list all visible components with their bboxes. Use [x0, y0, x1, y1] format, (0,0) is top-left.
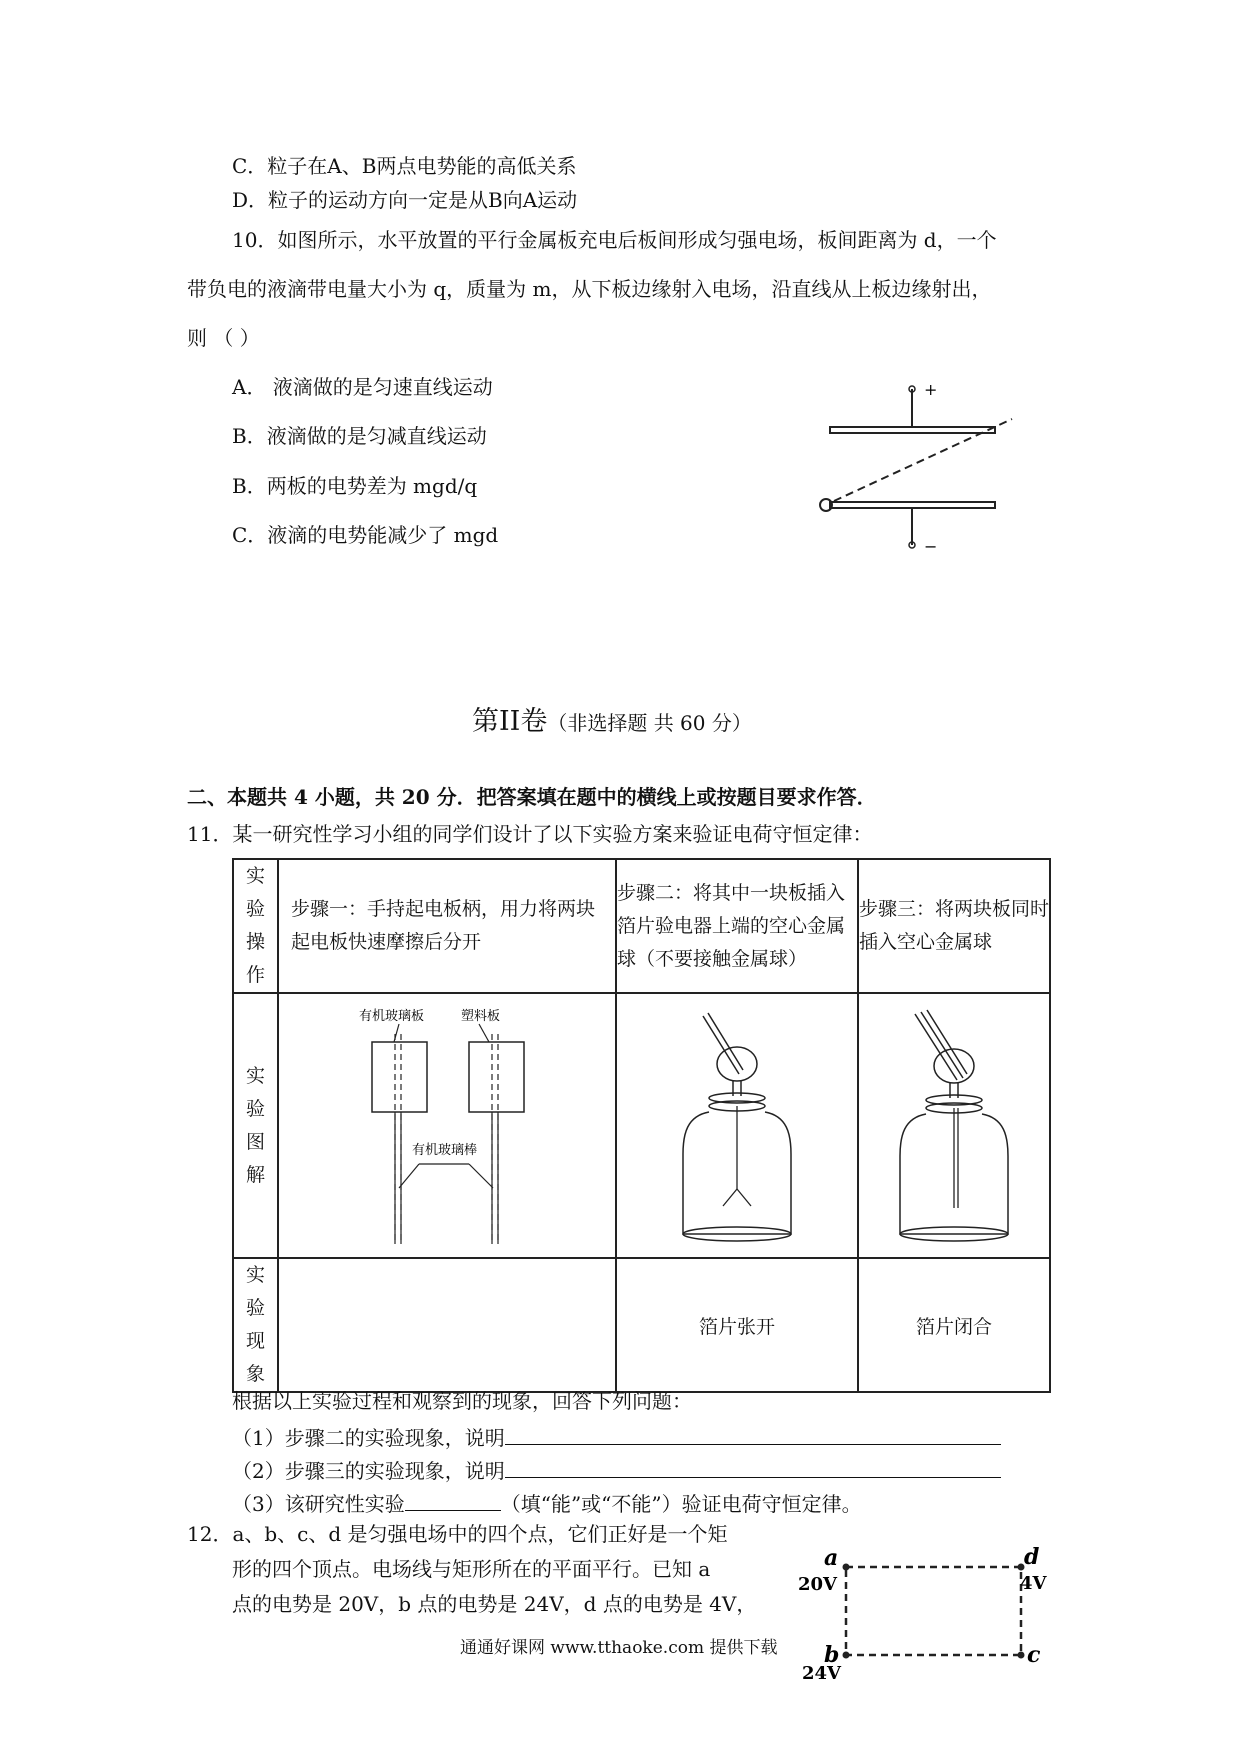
answer-blank-1[interactable] — [505, 1422, 1001, 1445]
step3-phenomenon: 箔片闭合 — [858, 1258, 1050, 1392]
q10-stem-line2: 带负电的液滴带电量大小为 q，质量为 m，从下板边缘射入电场，沿直线从上板边缘射出， — [187, 277, 992, 301]
experiment-table — [232, 858, 1051, 1393]
lower-plate — [830, 502, 995, 508]
q10-option-c: C．液滴的电势能减少了 mgd — [232, 523, 499, 547]
droplet-path — [834, 419, 1012, 501]
q11-sub2 — [232, 1455, 1001, 1483]
row-header-diagram: 实验图解 — [233, 993, 278, 1258]
section-title-sub: （非选择题 共 60 分） — [547, 711, 752, 735]
vertex-c-label: c — [1027, 1642, 1041, 1668]
q10-stem-line3: 则 （ ） — [187, 326, 260, 350]
electroscope-one-board-diagram — [617, 994, 857, 1252]
step2-phenomenon: 箔片张开 — [616, 1258, 858, 1392]
q10-option-a: A． 液滴做的是匀速直线运动 — [232, 375, 493, 399]
table-row-phenomenon — [233, 1258, 1050, 1392]
step3-text: 步骤三：将两块板同时插入空心金属球 — [858, 859, 1050, 993]
minus-label: − — [924, 537, 938, 555]
plastic-board-label: 塑料板 — [461, 1009, 501, 1024]
q10-option-b1: B．液滴做的是匀减直线运动 — [232, 424, 487, 448]
step1-phenomenon — [278, 1258, 616, 1392]
plus-label: + — [924, 380, 938, 399]
plexi-board — [372, 1042, 427, 1112]
row-header-operation: 实验操作 — [233, 859, 278, 993]
vertex-d-label: d — [1024, 1545, 1040, 1570]
row-header-phenomenon: 实验现象 — [233, 1258, 278, 1392]
section-title-main: 第II卷 — [472, 706, 548, 737]
capacitor-figure — [800, 375, 1030, 555]
q9-option-c: C．粒子在A、B两点电势能的高低关系 — [232, 154, 577, 178]
plexi-rod-label: 有机玻璃棒 — [412, 1143, 478, 1158]
step3-diagram-cell — [858, 993, 1050, 1258]
step1-diagram-cell — [278, 993, 616, 1258]
section-title — [472, 706, 752, 738]
q11-sub3-text-a: （3）该研究性实验 — [232, 1492, 405, 1516]
step1-text: 步骤一：手持起电板柄，用力将两块起电板快速摩擦后分开 — [278, 859, 616, 993]
q11-sub3 — [232, 1488, 862, 1516]
table-row-diagram — [233, 993, 1050, 1258]
q9-option-d: D．粒子的运动方向一定是从B向A运动 — [232, 188, 578, 212]
q11-sub1-text: （1）步骤二的实验现象，说明 — [232, 1426, 505, 1450]
q11-stem: 11．某一研究性学习小组的同学们设计了以下实验方案来验证电荷守恒定律： — [187, 822, 873, 846]
answer-blank-3[interactable] — [405, 1488, 501, 1511]
answer-blank-2[interactable] — [505, 1455, 1001, 1478]
q12-stem-line2: 形的四个顶点。电场线与矩形所在的平面平行。已知 a — [232, 1557, 711, 1581]
vertex-a-label: a — [824, 1545, 839, 1571]
plexi-board-label: 有机玻璃板 — [359, 1009, 425, 1024]
potential-a-label: 20V — [798, 1574, 838, 1595]
part2-header: 二、本题共 4 小题，共 20 分．把答案填在题中的横线上或按题目要求作答． — [187, 785, 877, 809]
q11-sub1 — [232, 1422, 1001, 1450]
friction-boards-diagram — [279, 994, 615, 1252]
q12-stem-line1: 12．a、b、c、d 是匀强电场中的四个点，它们正好是一个矩 — [187, 1522, 728, 1546]
rectangle-abcd-figure — [790, 1545, 1060, 1685]
electroscope-two-boards-diagram — [859, 994, 1049, 1252]
q12-stem-line3: 点的电势是 20V，b 点的电势是 24V，d 点的电势是 4V， — [232, 1592, 757, 1616]
upper-plate — [830, 427, 995, 433]
potential-d-label: 4V — [1020, 1573, 1047, 1594]
q11-sub3-text-b: （填“能”或“不能”）验证电荷守恒定律。 — [500, 1492, 862, 1516]
q11-sub2-text: （2）步骤三的实验现象，说明 — [232, 1459, 505, 1483]
plastic-board — [469, 1042, 524, 1112]
step2-text: 步骤二：将其中一块板插入箔片验电器上端的空心金属球（不要接触金属球） — [616, 859, 858, 993]
q10-stem-line1: 10．如图所示，水平放置的平行金属板充电后板间形成匀强电场，板间距离为 d，一个 — [232, 228, 997, 252]
q10-option-b2: B．两板的电势差为 mgd/q — [232, 474, 478, 498]
page-footer: 通通好课网 www.tthaoke.com 提供下载 — [460, 1638, 778, 1658]
table-row-operation — [233, 859, 1050, 993]
vertex-b-label: b — [824, 1642, 840, 1668]
q11-prompt: 根据以上实验过程和观察到的现象，回答下列问题： — [232, 1389, 692, 1413]
step2-diagram-cell — [616, 993, 858, 1258]
potential-b-label: 24V — [802, 1663, 842, 1684]
